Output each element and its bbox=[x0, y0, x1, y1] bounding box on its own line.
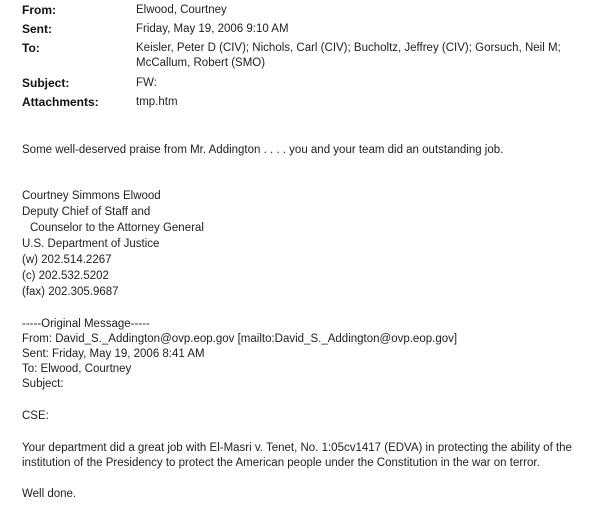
from-value: Elwood, Courtney bbox=[136, 4, 227, 16]
original-to: To: Elwood, Courtney bbox=[22, 363, 132, 375]
subject-value: FW: bbox=[136, 77, 157, 89]
sent-value: Friday, May 19, 2006 9:10 AM bbox=[136, 23, 289, 35]
message-intro: Some well-deserved praise from Mr. Addington . . . . you and your team did an outstanding job. bbox=[22, 144, 504, 156]
signature-name: Courtney Simmons Elwood bbox=[22, 190, 161, 202]
original-sent: Sent: Friday, May 19, 2006 8:41 AM bbox=[22, 348, 205, 360]
original-body: Your department did a great job with El-Masri v. Tenet, No. 1:05cv1417 (EDVA) in protecting the ability of the institution of the Presidency to protect the American people under the Constitution in the war on terror. bbox=[22, 442, 572, 469]
attachment-link[interactable]: tmp.htm bbox=[136, 96, 178, 108]
signature-phone-fax: (fax) 202.305.9687 bbox=[22, 286, 119, 298]
original-subject: Subject: bbox=[22, 378, 64, 390]
signature-phone-cell: (c) 202.532.5202 bbox=[22, 270, 109, 282]
to-value: Keisler, Peter D (CIV); Nichols, Carl (CIV); Bucholtz, Jeffrey (CIV); Gorsuch, Neil M; McCallum, Robert (SMO) bbox=[136, 42, 561, 69]
original-greeting: CSE: bbox=[22, 410, 49, 422]
signature-title-2: Counselor to the Attorney General bbox=[30, 222, 204, 234]
original-closing: Well done. bbox=[22, 488, 77, 500]
signature-org: U.S. Department of Justice bbox=[22, 238, 160, 250]
signature-title-1: Deputy Chief of Staff and bbox=[22, 206, 151, 218]
attachments-label: Attachments: bbox=[22, 95, 99, 109]
from-label: From: bbox=[22, 3, 56, 17]
original-from: From: David_S._Addington@ovp.eop.gov [mailto:David_S._Addington@ovp.eop.gov] bbox=[22, 333, 458, 345]
to-label: To: bbox=[22, 41, 40, 55]
subject-label: Subject: bbox=[22, 76, 70, 90]
original-message-separator: -----Original Message----- bbox=[22, 318, 150, 330]
signature-phone-work: (w) 202.514.2267 bbox=[22, 254, 112, 266]
sent-label: Sent: bbox=[22, 22, 52, 36]
